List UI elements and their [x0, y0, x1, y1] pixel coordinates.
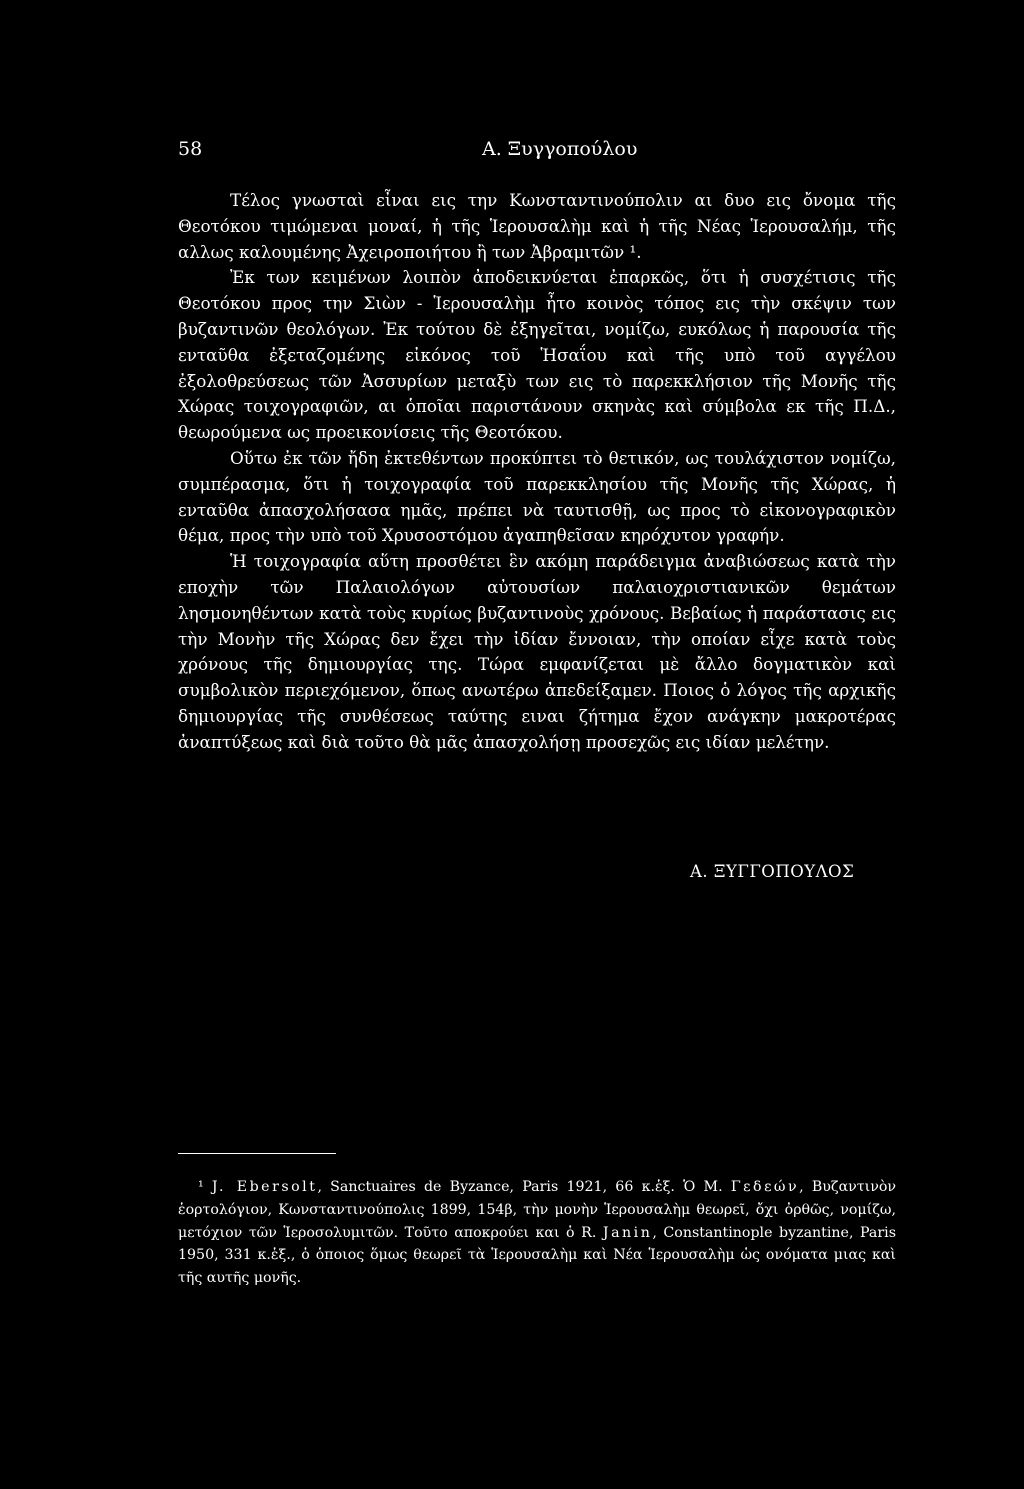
paragraph-4: Ἡ τοιχογραφία αὕτη προσθέτει ἓν ακόμη παράδειγμα ἀναβιώσεως κατὰ τὴν εποχὴν τῶν Παλαιολόγων αὐτουσίων παλαιοχριστιανικῶν θεμάτων λησμονηθέντων κατὰ τοὺς κυρίως βυζαντινοὺς χρόνους. Βεβαίως ἡ παράστασις εις τὴν Μονὴν τῆς Χώρας δεν ἔχει τὴν ἰδίαν ἔννοιαν, τὴν οποίαν εἶχε κατὰ τοὺς χρόνους τῆς δημιουργίας της. Τώρα εμφανίζεται μὲ ἄλλο δογματικὸν καὶ συμβολικὸν περιεχόμενον, ὅπως ανωτέρω ἀπεδείξαμεν. Ποιος ὁ λόγος τῆς αρχικῆς δημιουργίας τῆς συνθέσεως ταύτης ειναι ζήτημα ἔχον ανάγκην μακροτέρας ἀναπτύξεως καὶ διὰ τοῦτο θὰ μᾶς ἀπασχολήσῃ προσεχῶς εις ιδίαν μελέτην. — [178, 551, 896, 752]
paragraph-3: Οὕτω ἐκ τῶν ἤδη ἐκτεθέντων προκύπτει τὸ θετικόν, ως τουλάχιστον νομίζω, συμπέρασμα, ὅτι ἡ τοιχογραφία τοῦ παρεκκλησίου τῆς Μονῆς τῆς Χώρας, ἡ ενταῦθα ἀπασχολήσασα ημᾶς, πρέπει νὰ ταυτισθῇ, ως προς τὸ εἰκονογραφικὸν θέμα, προς τὴν υπὸ τοῦ Χρυσοστόμου ἀγαπηθεῖσαν κηρόχυτον γραφήν. — [178, 447, 896, 546]
paragraph-1: Τέλος γνωσταὶ εἶναι εις την Κωνσταντινούπολιν αι δυο εις ὄνομα τῆς Θεοτόκου τιμώμεναι μοναί, ἡ τῆς Ἱερουσαλὴμ καὶ ἡ τῆς Νέας Ἱερουσαλήμ, τῆς αλλως καλουμένης Ἀχειροποιήτου ἢ των Ἀβραμιτῶν ¹. — [178, 190, 896, 262]
footnote-author-ebersolt: J. Ebersolt — [211, 1179, 318, 1195]
footnote-text-2: , Βυζαντινὸν ἑορτολόγιον, Κωνσταντινούπολις 1899, 154β, τὴν μονὴν Ἱερουσαλὴμ θεωρεῖ, ὄχι ὀρθῶς, νομίζω, μετόχιον τῶν Ἱεροσολυμιτῶν. Τοῦτο αποκρούει και ὁ R. — [178, 1179, 896, 1241]
author-signature: Α. ΞΥΓΓΟΠΟΥΛΟΣ — [690, 862, 855, 881]
page-number: 58 — [178, 138, 203, 160]
footnote-1 — [178, 1176, 896, 1290]
paragraph-2: Ἐκ των κειμένων λοιπὸν ἀποδεικνύεται ἐπαρκῶς, ὅτι ἡ συσχέτισις τῆς Θεοτόκου προς την Σιὼν - Ἱερουσαλὴμ ἦτο κοινὸς τόπος εις τὴν σκέψιν των βυζαντινῶν θεολόγων. Ἐκ τούτου δὲ ἐξηγεῖται, νομίζω, ευκόλως ἡ παρουσία τῆς ενταῦθα ἐξεταζομένης εἰκόνος τοῦ Ἡσαΐου καὶ τῆς υπὸ τοῦ αγγέλου ἐξολοθρεύσεως τῶν Ἀσσυρίων μεταξὺ των εις τὸ παρεκκλήσιον τῆς Μονῆς τῆς Χώρας τοιχογραφιῶν, αι ὁποῖαι παριστάνουν σκηνὰς καὶ σύμβολα εκ τῆς Π.Δ., θεωρούμενα ως προεικονίσεις τῆς Θεοτόκου. — [178, 267, 896, 443]
footnote-marker: ¹ — [198, 1179, 204, 1195]
footnote-text-3: , Constantinople byzantine, Paris 1950, 331 κ.ἑξ., ὁ ὁποιος ὅμως θεωρεῖ τὰ Ἱερουσαλὴμ καὶ Νέα Ἱερουσαλὴμ ὡς ονόματα μιας καὶ τῆς αυτῆς μονῆς. — [178, 1224, 896, 1287]
footnote-text-1: , Sanctuaires de Byzance, Paris 1921, 66 κ.ἑξ. Ὁ Μ. — [317, 1179, 731, 1195]
footnote-divider — [178, 1153, 336, 1154]
footnote-author-janin: Janin — [602, 1224, 653, 1241]
main-text — [178, 188, 896, 756]
footnote-author-gedeon: Γεδεών — [730, 1179, 800, 1195]
page-header — [178, 138, 878, 168]
running-title: Α. Ξυγγοπούλου — [482, 138, 638, 160]
footnotes — [178, 1176, 896, 1290]
